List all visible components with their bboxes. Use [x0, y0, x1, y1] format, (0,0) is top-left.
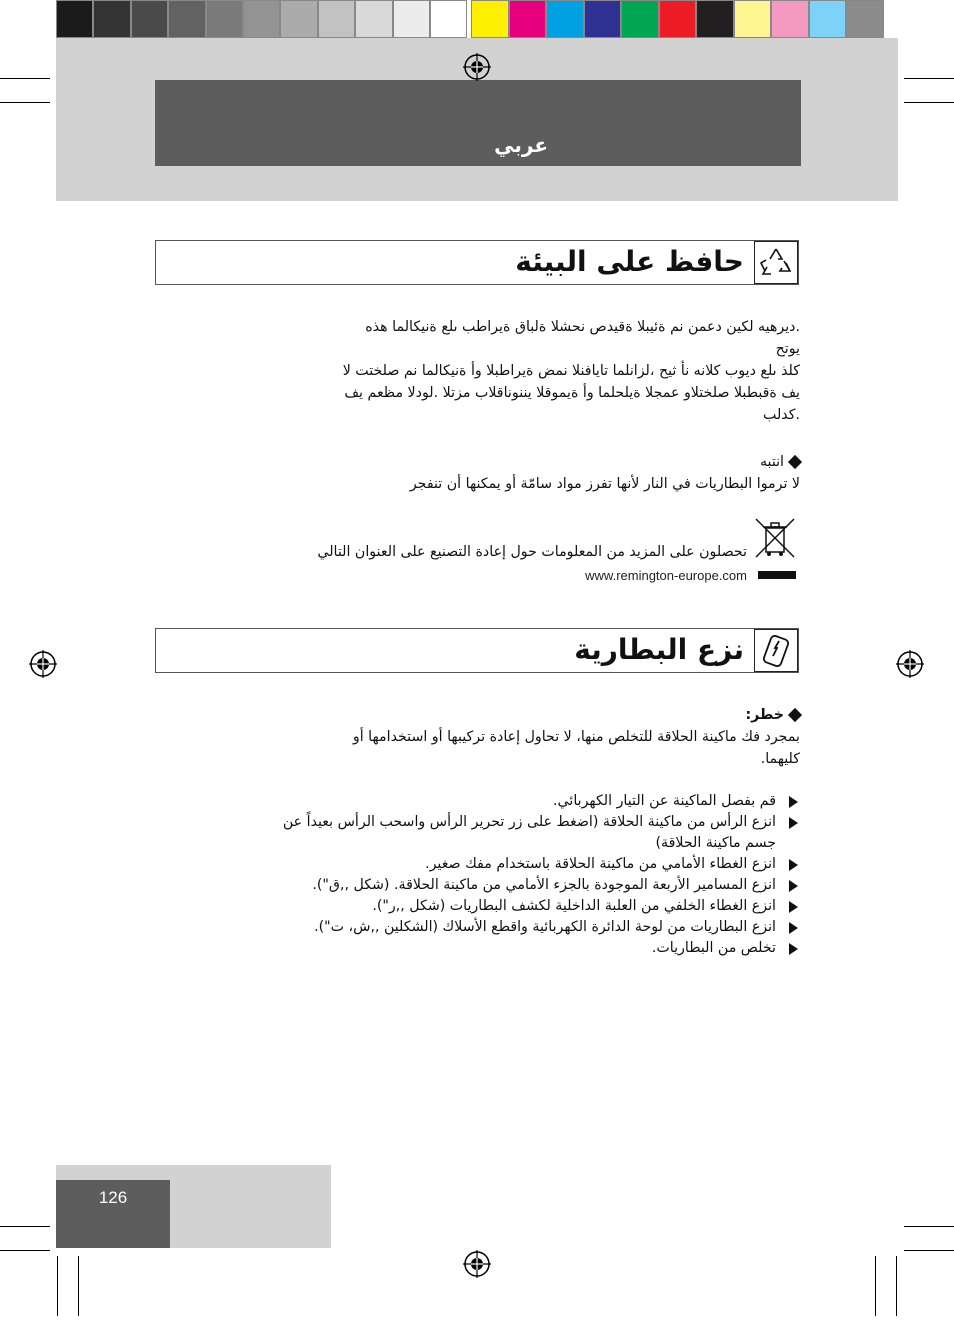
color-swatch — [93, 0, 130, 38]
battery-removal-icon — [754, 629, 798, 672]
bullet-arrow-icon — [789, 943, 798, 955]
warning-block — [165, 451, 800, 495]
color-swatch — [243, 0, 280, 38]
color-swatch — [318, 0, 355, 38]
color-swatch — [846, 0, 884, 38]
danger-label: خطر: — [745, 707, 784, 723]
warning-label: انتبه — [759, 454, 784, 470]
page-number: 126 — [98, 1188, 128, 1207]
color-swatch — [168, 0, 205, 38]
registration-mark-right — [896, 650, 924, 678]
color-swatch — [206, 0, 243, 38]
section-battery-header — [155, 628, 799, 673]
environment-text-line: يوتح — [775, 341, 800, 357]
crossed-bin-icon — [752, 515, 798, 579]
bullet-arrow-icon — [789, 796, 798, 808]
color-swatch — [430, 0, 467, 38]
color-swatch — [809, 0, 847, 38]
warning-diamond-icon — [788, 455, 802, 469]
color-swatch — [584, 0, 622, 38]
bullet-arrow-icon — [789, 859, 798, 871]
color-swatch — [734, 0, 772, 38]
environment-text-line: .ديرهيه لكين دعمن نم ةئيبلا ةقيدص نحشلا ةلباق ةيراطب ىلع ةنيكالما هذه — [365, 319, 800, 335]
color-swatch — [546, 0, 584, 38]
step-text: تخلص من البطاريات. — [651, 940, 776, 956]
step-item — [155, 854, 800, 875]
recycle-icon — [754, 241, 798, 284]
battery-removal-steps — [155, 791, 800, 959]
environment-text-line: يف ةقبطبلا صلختلاو عمجلا ةيلحلما وأ ةيموقلا يننوناقلاب مزتلا .لودلا مظعم يف — [344, 385, 800, 401]
color-swatch — [280, 0, 317, 38]
color-swatch — [509, 0, 547, 38]
color-swatch — [621, 0, 659, 38]
danger-block — [165, 704, 800, 770]
registration-mark-bottom — [463, 1250, 491, 1278]
step-text: انزع الغطاء الخلفي من العلبة الداخلية لكشف البطاريات (شكل ,,ر"). — [372, 898, 776, 914]
weee-bar — [758, 571, 796, 579]
language-label: عربي — [494, 133, 548, 157]
color-swatch — [696, 0, 734, 38]
section-environment-title: حافظ على البيئة — [515, 245, 744, 278]
recycling-info-text: تحصلون على المزيد من المعلومات حول إعادة التصنيع على العنوان التالي — [317, 544, 747, 560]
environment-text-line: كلذ ىلع ديوب كلانه نأ ثيح ،لزانلما تايافنلا نمض ةيراطبلا وأ ةنيكالما نم صلختت لا — [342, 363, 800, 379]
step-text: انزع البطاريات من لوحة الدائرة الكهربائية واقطع الأسلاك (الشكلين ,,ش، ت"). — [314, 919, 776, 935]
environment-text-line: .كدلب — [763, 407, 800, 423]
step-item — [155, 812, 800, 854]
website-link[interactable]: www.remington-europe.com — [585, 568, 747, 583]
danger-text-line: بمجرد فك ماكينة الحلاقة للتخلص منها، لا تحاول إعادة تركيبها أو استخدامها أو — [352, 729, 800, 745]
bullet-arrow-icon — [789, 922, 798, 934]
step-item — [155, 938, 800, 959]
color-swatch — [771, 0, 809, 38]
step-text: انزع المسامير الأربعة الموجودة بالجزء الأمامي من ماكينة الحلاقة. (شكل ,,ق"). — [312, 877, 776, 893]
bullet-arrow-icon — [789, 901, 798, 913]
step-item — [155, 917, 800, 938]
color-swatch — [659, 0, 697, 38]
section-environment-header — [155, 240, 799, 285]
step-text: انزع الغطاء الأمامي من ماكينة الحلاقة باستخدام مفك صغير. — [425, 856, 776, 872]
color-calibration-bar — [56, 0, 884, 38]
color-swatch — [131, 0, 168, 38]
registration-mark-left — [29, 650, 57, 678]
section-battery-title: نزع البطارية — [574, 633, 744, 666]
color-swatch — [393, 0, 430, 38]
environment-paragraph — [165, 316, 800, 426]
bullet-arrow-icon — [789, 817, 798, 829]
step-item — [155, 896, 800, 917]
color-swatch — [56, 0, 93, 38]
registration-mark-top — [463, 53, 491, 81]
warning-text: لا ترموا البطاريات في النار لأنها تفرز مواد سامّة أو يمكنها أن تنفجر — [409, 476, 800, 492]
bullet-arrow-icon — [789, 880, 798, 892]
step-text: جسم ماكينة الحلاقة) — [655, 835, 776, 851]
step-text: انزع الرأس من ماكينة الحلاقة (اضغط على زر تحرير الرأس واسحب الرأس بعيداً عن — [282, 814, 776, 830]
color-swatch — [471, 0, 509, 38]
danger-text-line: كليهما. — [760, 751, 800, 767]
danger-diamond-icon — [788, 708, 802, 722]
step-item — [155, 791, 800, 812]
step-text: قم بفصل الماكينة عن التيار الكهربائي. — [553, 793, 776, 809]
color-swatch — [355, 0, 392, 38]
step-item — [155, 875, 800, 896]
